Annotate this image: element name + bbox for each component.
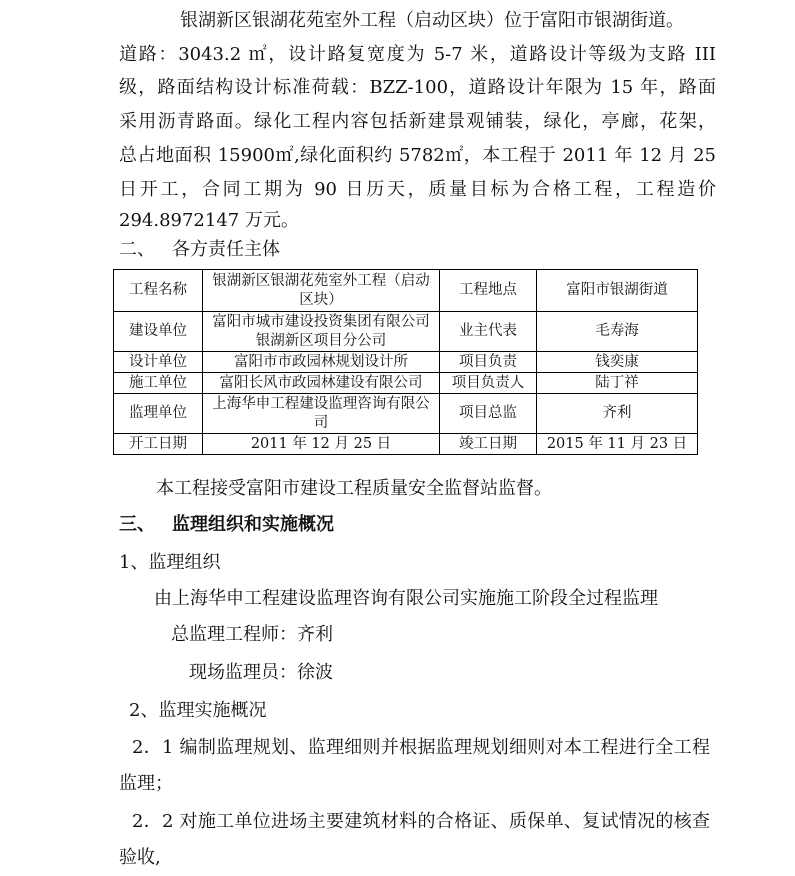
table-cell-value: 2011 年 12 月 25 日 [203, 434, 440, 455]
intro-line-7: 294.8972147 万元。 [119, 210, 299, 231]
impl-item-2-line-2: 验收, [119, 847, 161, 868]
table-row [114, 373, 698, 394]
table-cell-label: 项目负责人 [440, 373, 537, 394]
table-cell-label: 建设单位 [114, 312, 203, 352]
table-cell-value: 2015 年 11 月 23 日 [537, 434, 698, 455]
intro-line-2: 道路：3043.2 ㎡，设计路复宽度为 5-7 米，道路设计等级为支路 III [119, 44, 716, 65]
table-cell-value: 钱奕康 [537, 352, 698, 373]
responsibility-table [113, 269, 698, 455]
table-cell-label: 设计单位 [114, 352, 203, 373]
table-cell-label: 工程地点 [440, 270, 537, 312]
table-row [114, 352, 698, 373]
section2-title: 各方责任主体 [172, 239, 280, 260]
section3-number: 三、 [119, 514, 155, 535]
table-cell-label: 业主代表 [440, 312, 537, 352]
table-cell-value: 银湖新区银湖花苑室外工程（启动区块） [203, 270, 440, 312]
chief-supervisor: 总监理工程师：齐利 [171, 624, 333, 645]
table-row [114, 270, 698, 312]
intro-line-6: 日开工，合同工期为 90 日历天，质量目标为合格工程，工程造价 [119, 179, 716, 200]
section3-title: 监理组织和实施概况 [172, 514, 334, 535]
intro-line-4: 采用沥青路面。绿化工程内容包括新建景观铺装，绿化，亭廊，花架， [119, 111, 716, 132]
table-row [114, 434, 698, 455]
table-cell-value: 富阳市城市建设投资集团有限公司银湖新区项目分公司 [203, 312, 440, 352]
table-cell-label: 工程名称 [114, 270, 203, 312]
table-cell-label: 竣工日期 [440, 434, 537, 455]
impl-heading: 2、监理实施概况 [129, 700, 267, 721]
impl-item-1-line-1: 2．1 编制监理规划、监理细则并根据监理规划细则对本工程进行全工程 [132, 737, 710, 758]
table-row [114, 394, 698, 434]
org-heading: 1、监理组织 [119, 552, 221, 573]
table-cell-value: 陆丁祥 [537, 373, 698, 394]
intro-line-5: 总占地面积 15900㎡,绿化面积约 5782㎡，本工程于 2011 年 12 月 25 [119, 145, 716, 166]
impl-item-1-line-2: 监理； [119, 773, 173, 794]
table-cell-value: 富阳市市政园林规划设计所 [203, 352, 440, 373]
table-cell-value: 毛寿海 [537, 312, 698, 352]
intro-line-3: 级，路面结构设计标准荷载：BZZ-100，道路设计年限为 15 年，路面 [119, 77, 716, 98]
table-cell-label: 项目总监 [440, 394, 537, 434]
org-description: 由上海华申工程建设监理咨询有限公司实施施工阶段全过程监理 [154, 588, 658, 609]
intro-line-1: 银湖新区银湖花苑室外工程（启动区块）位于富阳市银湖街道。 [180, 10, 684, 31]
table-cell-value: 齐利 [537, 394, 698, 434]
table-cell-label: 开工日期 [114, 434, 203, 455]
site-supervisor: 现场监理员：徐波 [189, 662, 333, 683]
table-cell-value: 富阳市银湖街道 [537, 270, 698, 312]
table-cell-value: 上海华申工程建设监理咨询有限公司 [203, 394, 440, 434]
table-cell-label: 监理单位 [114, 394, 203, 434]
table-cell-label: 项目负责 [440, 352, 537, 373]
impl-item-2-line-1: 2．2 对施工单位进场主要建筑材料的合格证、质保单、复试情况的核查 [132, 811, 710, 832]
table-cell-label: 施工单位 [114, 373, 203, 394]
supervision-note: 本工程接受富阳市建设工程质量安全监督站监督。 [156, 478, 552, 499]
table-row [114, 312, 698, 352]
section2-number: 二、 [119, 239, 155, 260]
table-cell-value: 富阳长风市政园林建设有限公司 [203, 373, 440, 394]
